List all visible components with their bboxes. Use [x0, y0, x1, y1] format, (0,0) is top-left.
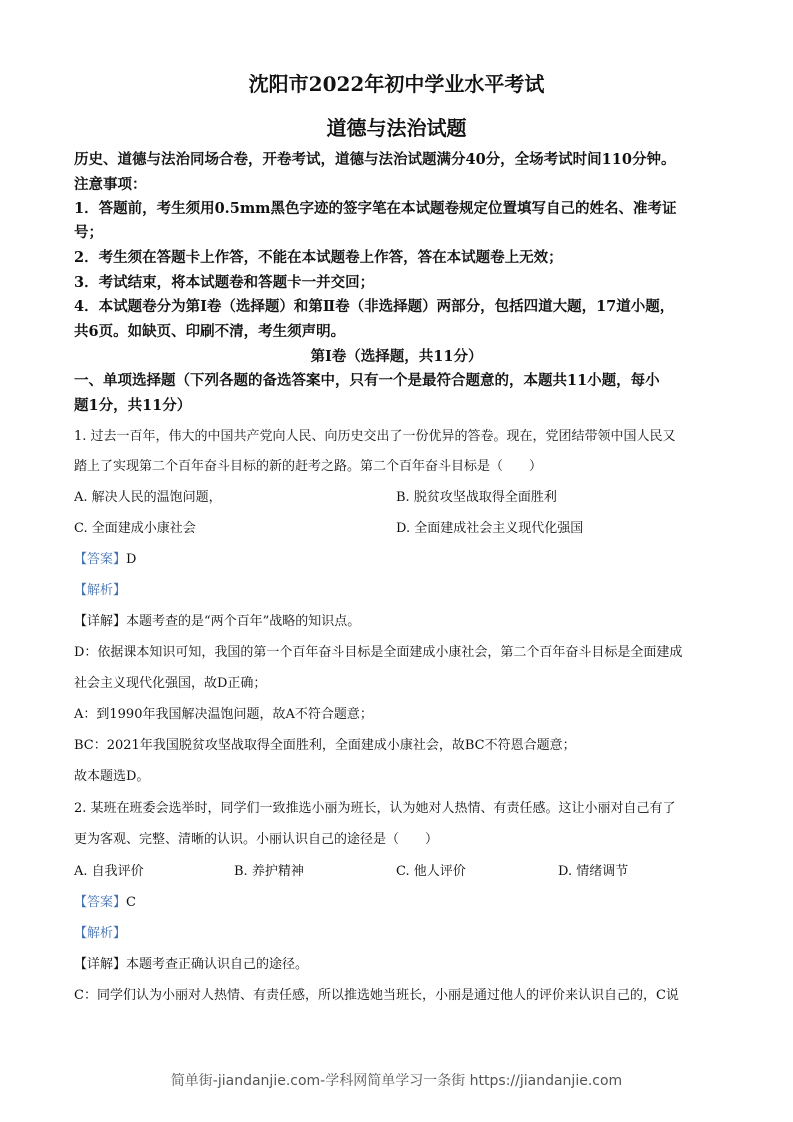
answer-tag: 【答案】 — [74, 895, 127, 910]
q2-analysis-tag: 【解析】 — [74, 926, 127, 941]
q1-option-c: C. 全面建成小康社会 — [74, 521, 196, 536]
q2-answer — [74, 891, 136, 910]
page-title: 沈阳市2022年初中学业水平考试 — [248, 72, 545, 96]
detail-text: 本题考查正确认识自己的途径。 — [126, 957, 309, 972]
q2-stem: 2. 某班在班委会选举时，同学们一致推选小丽为班长，认为她对人热情、有责任感。这让小丽对自己有了 — [74, 801, 676, 816]
answer-tag: 【答案】 — [74, 552, 127, 567]
q1-explain-2: 社会主义现代化强国，故D正确； — [74, 676, 267, 691]
q1-explain-4: BC：2021年我国脱贫攻坚战取得全面胜利，全面建成小康社会，故BC不符恩合题意； — [74, 738, 576, 753]
part1-heading: 第Ⅰ卷（选择题，共11分） — [310, 348, 483, 365]
q1-explain-5: 故本题选D。 — [74, 769, 150, 784]
notice-item-4: 4．本试题卷分为第Ⅰ卷（选择题）和第Ⅱ卷（非选择题）两部分，包括四道大题，17道小题， — [74, 298, 675, 315]
q2-option-a: A. 自我评价 — [74, 864, 144, 879]
detail-tag: 【详解】 — [74, 614, 127, 629]
q1-stem-cont: 踏上了实现第二个百年奋斗目标的新的赶考之路。第二个百年奋斗目标是（ ） — [74, 459, 543, 474]
instructions-intro: 历史、道德与法治同场合卷，开卷考试，道德与法治试题满分40分，全场考试时间110分钟。 — [74, 151, 676, 168]
section-heading: 一、单项选择题（下列各题的备选答案中，只有一个是最符合题意的，本题共11小题，每小 — [74, 372, 660, 389]
q1-detail — [74, 610, 360, 629]
notice-label: 注意事项： — [74, 176, 147, 193]
q1-option-d: D. 全面建成社会主义现代化强国 — [396, 521, 584, 536]
notice-item-1: 1．答题前，考生须用0.5mm黑色字迹的签字笔在本试题卷规定位置填写自己的姓名、准考证 — [74, 200, 677, 217]
section-heading-cont: 题1分，共11分） — [74, 397, 192, 414]
q2-option-d: D. 情绪调节 — [558, 864, 629, 879]
notice-item-3: 3．考试结束，将本试题卷和答题卡一并交回； — [74, 274, 375, 291]
answer-value: D — [126, 552, 137, 567]
detail-text: 本题考查的是“两个百年”战略的知识点。 — [126, 614, 361, 629]
q2-option-b: B. 养护精神 — [234, 864, 304, 879]
page-footer: 简单街-jiandanjie.com-学科网简单学习一条街 https://jiandanjie.com — [170, 1073, 623, 1089]
detail-tag: 【详解】 — [74, 957, 127, 972]
notice-item-2: 2．考生须在答题卡上作答，不能在本试题卷上作答，答在本试题卷上无效； — [74, 249, 563, 266]
q1-explain-1: D：依据课本知识可知，我国的第一个百年奋斗目标是全面建成小康社会，第二个百年奋斗目标是全面建成 — [74, 645, 683, 660]
q1-option-b: B. 脱贫攻坚战取得全面胜利 — [396, 490, 557, 505]
q2-stem-cont: 更为客观、完整、清晰的认识。小丽认识自己的途径是（ ） — [74, 832, 439, 847]
notice-item-1-cont: 号； — [74, 224, 103, 241]
answer-value: C — [126, 895, 136, 910]
notice-item-4-cont: 共6页。如缺页、印刷不清，考生须声明。 — [74, 323, 346, 340]
q2-option-c: C. 他人评价 — [396, 864, 466, 879]
q1-answer — [74, 548, 136, 567]
q1-analysis-tag: 【解析】 — [74, 583, 127, 598]
q2-explain-1: C：同学们认为小丽对人热情、有责任感，所以推选她当班长，小丽是通过他人的评价来认识自己的，C说 — [74, 988, 679, 1003]
q1-stem: 1. 过去一百年，伟大的中国共产党向人民、向历史交出了一份优异的答卷。现在，党团结带领中国人民又 — [74, 429, 676, 444]
q1-explain-3: A：到1990年我国解决温饱问题，故A不符合题意； — [74, 707, 373, 722]
page-subtitle: 道德与法治试题 — [326, 116, 467, 140]
q1-option-a: A. 解决人民的温饱问题， — [74, 490, 222, 505]
q2-detail — [74, 953, 308, 972]
